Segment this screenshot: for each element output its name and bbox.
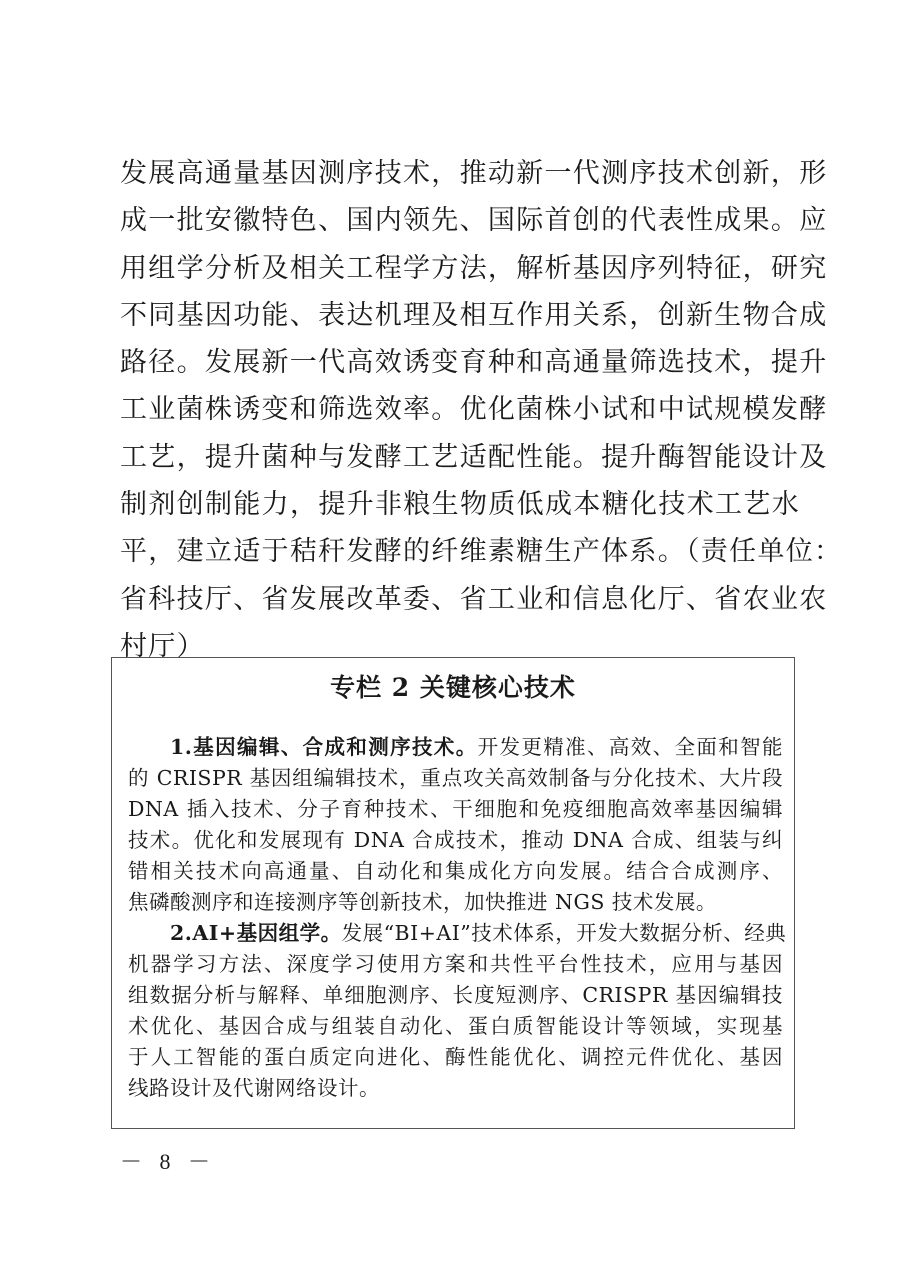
section-1-line: DNA 插入技术、分子育种技术、干细胞和免疫细胞高效率基因编辑 — [128, 797, 783, 821]
body-line: 平，建立适于秸秆发酵的纤维素糖生产体系。（责任单位： — [120, 536, 843, 568]
section-1-line: 焦磷酸测序和连接测序等创新技术，加快推进 NGS 技术发展。 — [128, 890, 717, 914]
box-title: 专栏 2 关键核心技术 — [330, 673, 576, 702]
body-line: 不同基因功能、表达机理及相互作用关系，创新生物合成 — [120, 299, 828, 331]
body-line: 成一批安徽特色、国内领先、国际首创的代表性成果。应 — [120, 205, 828, 237]
body-line: 制剂创制能力，提升非粮生物质低成本糖化技术工艺水 — [120, 489, 800, 521]
section-2-text: 发展“BI+AI”技术体系，开发大数据分析、经典 — [341, 921, 787, 945]
section-2-line: 机器学习方法、深度学习使用方案和共性平台性技术，应用与基因 — [128, 952, 783, 976]
body-line: 用组学分析及相关工程学方法，解析基因序列特征，研究 — [120, 252, 828, 284]
section-1-text: 开发更精准、高效、全面和智能 — [477, 735, 783, 759]
section-1-line: 的 CRISPR 基因组编辑技术，重点攻关高效制备与分化技术、大片段 — [128, 766, 783, 790]
body-line: 工业菌株诱变和筛选效率。优化菌株小试和中试规模发酵 — [120, 394, 828, 426]
body-line: 省科技厅、省发展改革委、省工业和信息化厅、省农业农 — [120, 583, 828, 615]
section-1-heading: 1.基因编辑、合成和测序技术。 — [170, 735, 478, 759]
section-2-line: 术优化、基因合成与组装自动化、蛋白质智能设计等领域，实现基 — [128, 1014, 783, 1038]
section-2-line: 线路设计及代谢网络设计。 — [128, 1076, 380, 1100]
section-2-heading: 2.AI+基因组学。 — [170, 921, 342, 945]
section-1-line: 技术。优化和发展现有 DNA 合成技术，推动 DNA 合成、组装与纠 — [128, 828, 783, 852]
body-line: 路径。发展新一代高效诱变育种和高通量筛选技术，提升 — [120, 347, 828, 379]
body-line: 村厅） — [120, 630, 205, 662]
section-1-line: 错相关技术向高通量、自动化和集成化方向发展。结合合成测序、 — [128, 859, 783, 883]
body-line: 发展高通量基因测序技术，推动新一代测序技术创新，形 — [120, 158, 828, 189]
body-paragraph — [120, 150, 843, 670]
section-2-line: 于人工智能的蛋白质定向进化、酶性能优化、调控元件优化、基因 — [128, 1045, 783, 1069]
section-1-first-line — [128, 732, 783, 763]
section-2-first-line — [128, 918, 787, 949]
sidebar-box-column-2 — [111, 657, 795, 1129]
box-body — [128, 732, 787, 1104]
page-number: － 8 － — [120, 1149, 217, 1174]
section-2-line: 组数据分析与解释、单细胞测序、长度短测序、CRISPR 基因编辑技 — [128, 983, 783, 1007]
body-line: 工艺，提升菌种与发酵工艺适配性能。提升酶智能设计及 — [120, 441, 828, 473]
